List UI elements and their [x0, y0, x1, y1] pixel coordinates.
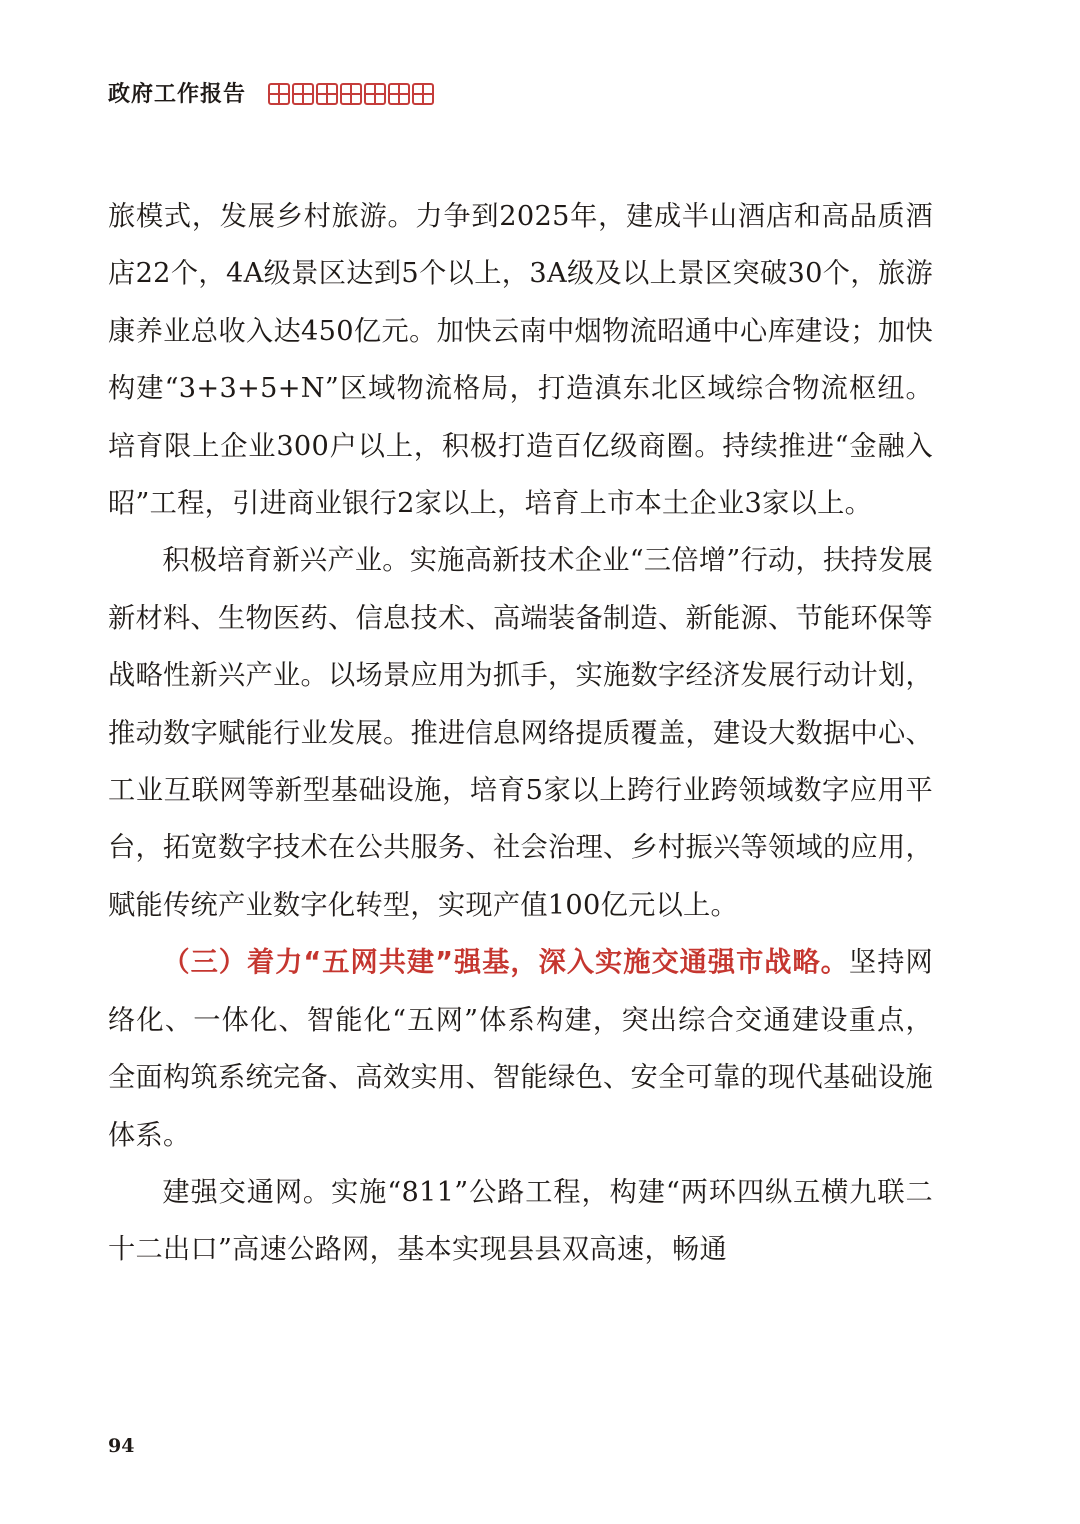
- seal-glyph: [340, 83, 362, 105]
- paragraph-transport-network-text: 建强交通网。实施“811”公路工程，构建“两环四纵五横九联二十二出口”高速公路网，基本实现县县双高速，畅通: [108, 1176, 933, 1266]
- paragraph-emerging-industries-text: 积极培育新兴产业。实施高新技术企业“三倍增”行动，扶持发展新材料、生物医药、信息技术、高端装备制造、新能源、节能环保等战略性新兴产业。以场景应用为抓手，实施数字经济发展行动计划，推动数字赋能行业发展。推进信息网络提质覆盖，建设大数据中心、工业互联网等新型基础设施，培育5家以上跨行业跨领域数字应用平台，拓宽数字技术在公共服务、社会治理、乡村振兴等领域的应用，赋能传统产业数字化转型，实现产值100亿元以上。: [108, 545, 933, 921]
- report-title: 政府工作报告: [108, 81, 247, 107]
- running-header: [108, 79, 434, 109]
- seal-glyph: [364, 83, 386, 105]
- seal-glyph: [388, 83, 410, 105]
- seal-glyph: [292, 83, 314, 105]
- page-number: 94: [108, 1435, 135, 1457]
- section-heading-three: （三）着力“五网共建”强基，深入实施交通强市战略。: [162, 947, 849, 979]
- paragraph-transport-network: [108, 1164, 933, 1279]
- seal-glyph: [412, 83, 434, 105]
- document-body: [108, 188, 933, 1279]
- paragraph-transport-strategy-text: 坚持网络化、一体化、智能化“五网”体系构建，突出综合交通建设重点，全面构筑系统完备、高效实用、智能绿色、安全可靠的现代基础设施体系。: [108, 947, 933, 1151]
- seal-glyph: [268, 83, 290, 105]
- section-seal: [268, 83, 434, 105]
- paragraph-emerging-industries: [108, 532, 933, 934]
- paragraph-continuation: 旅模式，发展乡村旅游。力争到2025年，建成半山酒店和高品质酒店22个，4A级景区达到5个以上，3A级及以上景区突破30个，旅游康养业总收入达450亿元。加快云南中烟物流昭通中心库建设；加快构建“3+3+5+N”区域物流格局，打造滇东北区域综合物流枢纽。培育限上企业300户以上，积极打造百亿级商圈。持续推进“金融入昭”工程，引进商业银行2家以上，培育上市本土企业3家以上。: [108, 201, 934, 520]
- seal-glyph: [316, 83, 338, 105]
- paragraph-transport-strategy: [108, 934, 933, 1164]
